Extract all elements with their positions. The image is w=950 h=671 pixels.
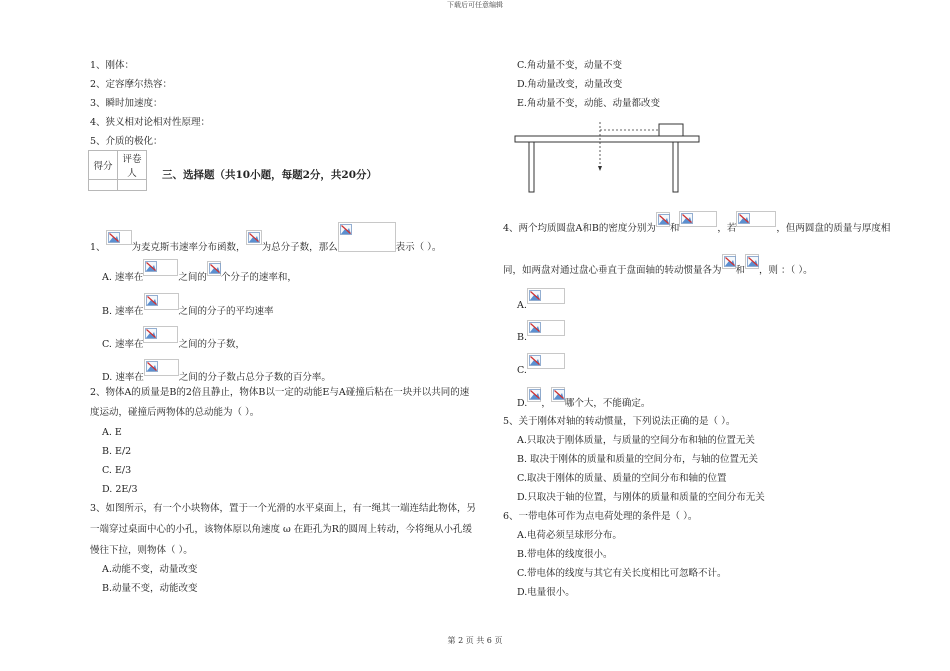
question-3-line-2: 一端穿过桌面中心的小孔，该物体原以角速度 ω 在距孔为R的圆周上转动，今将绳从小孔缓: [90, 524, 472, 535]
question-4-line-2: 同，如两盘对通过盘心垂直于盘面轴的转动惯量各为 和 ，则 ：（ ）。: [503, 254, 813, 277]
broken-image-icon: [529, 322, 541, 333]
broken-image-icon: [529, 355, 541, 366]
page-footer: 第 2 页 共 6 页: [447, 636, 503, 645]
table-figure: [512, 118, 702, 194]
broken-image-icon: [738, 213, 750, 224]
question-1-option-a: A. 速率在 之间的 个分子的速率和，: [102, 259, 297, 284]
question-6-option-d: D.电量很小。: [517, 587, 575, 598]
formula-image: [736, 211, 776, 227]
formula-image: [551, 387, 565, 402]
table-leg-right: [673, 142, 678, 192]
question-3-option-a: A.动能不变，动量改变: [102, 564, 198, 575]
broken-image-icon: [209, 263, 221, 274]
broken-image-icon: [529, 290, 541, 301]
formula-image: [722, 254, 736, 269]
term-2: 2、定容摩尔热容：: [90, 79, 173, 90]
broken-image-icon: [724, 256, 736, 267]
broken-image-icon: [681, 213, 693, 224]
broken-image-icon: [248, 232, 260, 243]
question-2-option-d: D. 2E/3: [102, 484, 138, 495]
question-5-stem: 5、关于刚体对轴的转动惯量，下列说法正确的是（ ）。: [503, 416, 736, 427]
page-header: 下载后可任意编辑: [447, 1, 503, 9]
formula-image: [745, 254, 759, 269]
broken-image-icon: [145, 328, 157, 339]
formula-image: [527, 288, 565, 304]
term-3: 3、瞬时加速度：: [90, 98, 163, 109]
formula-image: [207, 261, 221, 276]
question-6-stem: 6、一带电体可作为点电荷处理的条件是（ ）。: [503, 511, 698, 522]
formula-image: [143, 326, 178, 343]
question-6-option-b: B.带电体的线度很小。: [517, 549, 613, 560]
formula-image: [246, 230, 262, 245]
formula-image: [106, 230, 132, 245]
question-6-option-a: A.电荷必须呈球形分布。: [517, 530, 622, 541]
term-1: 1、刚体：: [90, 60, 135, 71]
section-title: 三、选择题（共10小题，每题2分，共20分）: [162, 169, 378, 181]
question-3-option-e: E.角动量不变，动能、动量都改变: [517, 98, 660, 109]
question-1-option-d: D. 速率在 之间的分子数占总分子数的百分率。: [102, 359, 331, 384]
broken-image-icon: [553, 389, 565, 400]
broken-image-icon: [146, 361, 158, 372]
question-5-option-b: B. 取决于刚体的质量和质量的空间分布，与轴的位置无关: [517, 454, 759, 465]
score-box: [88, 150, 147, 191]
question-3-option-c: C.角动量不变，动量不变: [517, 60, 622, 71]
table-top: [515, 136, 699, 142]
question-4-option-b: B.: [517, 320, 565, 344]
question-4-option-c: C.: [517, 353, 565, 377]
question-1-option-b: B. 速率在 之间的分子的平均速率: [102, 293, 274, 318]
broken-image-icon: [108, 232, 120, 243]
question-1-option-c: C. 速率在 之间的分子数，: [102, 326, 245, 351]
question-5-option-d: D.只取决于轴的位置，与刚体的质量和质量的空间分布无关: [517, 492, 765, 503]
grader-label: 评卷人: [118, 151, 147, 180]
formula-image: [144, 293, 179, 310]
question-2-line-2: 度运动，碰撞后两物体的总动能为（ ）。: [90, 407, 260, 418]
question-3-option-b: B.动量不变，动能改变: [102, 583, 198, 594]
question-2-option-a: A. E: [102, 427, 122, 438]
formula-image: [338, 222, 396, 252]
table-leg-left: [529, 142, 534, 192]
formula-image: [656, 212, 670, 227]
broken-image-icon: [529, 389, 541, 400]
formula-image: [527, 320, 565, 336]
broken-image-icon: [145, 261, 157, 272]
question-6-option-c: C.带电体的线度与其它有关长度相比可忽略不计。: [517, 568, 727, 579]
formula-image: [679, 211, 717, 227]
question-3-line-3: 慢往下拉，则物体（ ）。: [90, 545, 193, 556]
broken-image-icon: [747, 256, 759, 267]
broken-image-icon: [340, 224, 352, 235]
broken-image-icon: [146, 295, 158, 306]
question-4-line-1: 4、两个均质圆盘A和B的密度分别为 和 ，若 ，但两圆盘的质量与厚度相: [503, 211, 890, 235]
formula-image: [144, 359, 179, 376]
score-cell: [89, 180, 118, 191]
score-label: 得分: [89, 151, 118, 180]
question-5-option-a: A.只取决于刚体质量，与质量的空间分布和轴的位置无关: [517, 435, 755, 446]
formula-image: [143, 259, 178, 276]
question-1-stem: 1、 为麦克斯韦速率分布函数， 为总分子数，那么 表示（ ）。: [90, 222, 441, 254]
question-2-option-b: B. E/2: [102, 446, 132, 457]
question-4-option-d: D. ， 哪个大，不能确定。: [517, 387, 650, 410]
block-object: [659, 124, 683, 136]
question-4-option-a: A.: [517, 288, 565, 312]
broken-image-icon: [658, 214, 670, 225]
question-3-line-1: 3、如图所示，有一个小块物体，置于一个光滑的水平桌面上，有一绳其一端连结此物体，另: [90, 503, 477, 514]
question-2-line-1: 2、物体A的质量是B的2倍且静止，物体B以一定的动能E与A碰撞后粘在一块并以共同的速: [90, 387, 470, 398]
term-5: 5、介质的极化：: [90, 136, 163, 147]
formula-image: [527, 353, 565, 369]
question-2-option-c: C. E/3: [102, 465, 132, 476]
arrow-down-icon: [598, 166, 602, 171]
question-5-option-c: C.取决于刚体的质量、质量的空间分布和轴的位置: [517, 473, 727, 484]
formula-image: [527, 387, 541, 402]
grader-cell: [118, 180, 147, 191]
question-3-option-d: D.角动量改变，动量改变: [517, 79, 623, 90]
term-4: 4、狭义相对论相对性原理：: [90, 117, 211, 128]
